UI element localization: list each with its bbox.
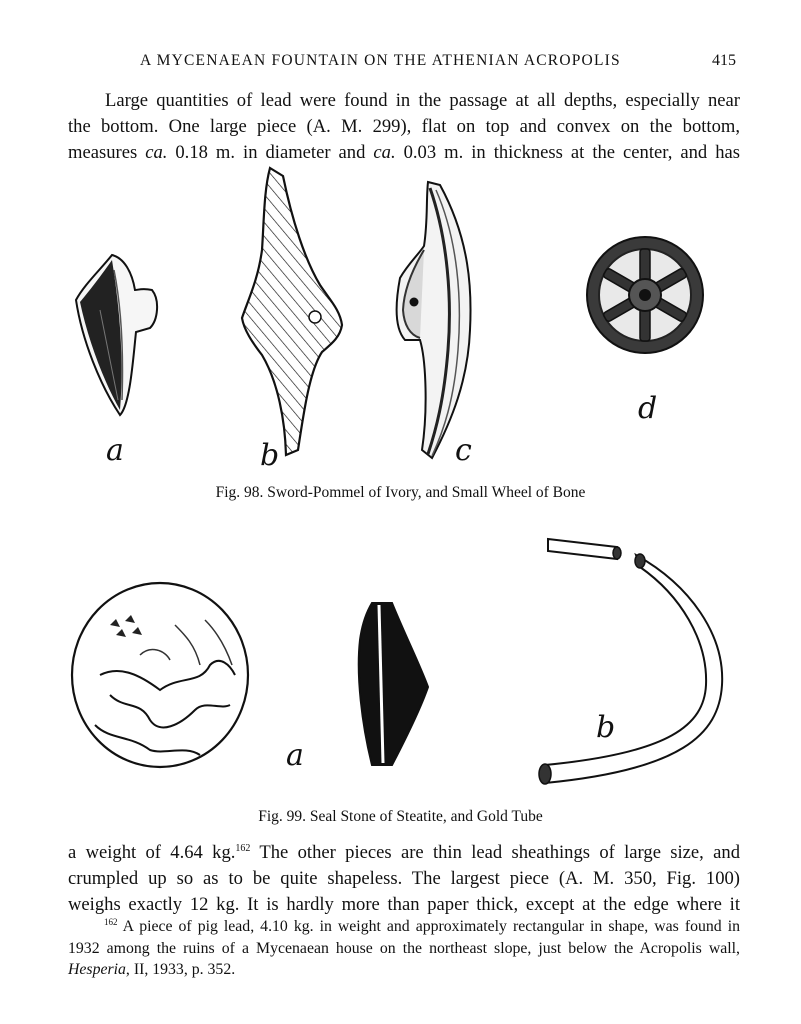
- seal-stone-face-drawing: [72, 583, 248, 767]
- figure-98-caption: Fig. 98. Sword-Pommel of Ivory, and Small Wheel of Bone: [215, 484, 586, 501]
- figure-99-illustration: [0, 525, 801, 805]
- paragraph-line: crumpled up so as to be quite shapeless. The largest piece (A. M. 350, Fig. 100): [68, 868, 740, 889]
- footnote-number: 162: [104, 917, 118, 927]
- figure-98-label-d: d: [638, 391, 658, 426]
- sword-pommel-b-drawing: [242, 168, 342, 455]
- small-wheel-d-drawing: [587, 237, 703, 353]
- footnote-reference[interactable]: 162: [235, 843, 251, 854]
- footnote-162: [68, 916, 740, 981]
- figure-98-label-c: c: [455, 433, 472, 468]
- paragraph-line: a weight of 4.64 kg.$^{162}$ The other pieces are thin lead sheathings of large size, and: [68, 842, 740, 863]
- paragraph-lead-weight: [68, 840, 740, 918]
- paragraph-line: measures ca. 0.18 m. in diameter and ca. 0.03 m. in thickness at the center, and has: [68, 142, 740, 163]
- sword-pommel-a-drawing: [76, 255, 157, 415]
- figure-99-caption: Fig. 99. Seal Stone of Steatite, and Gold Tube: [258, 808, 543, 825]
- paragraph-lead-intro: [68, 88, 740, 166]
- footnote-line: $^{162}$ A piece of pig lead, 4.10 kg. in weight and approximately rectangular in shape, was found in: [104, 917, 740, 935]
- sword-pommel-c-drawing: [397, 182, 471, 458]
- paragraph-line: Large quantities of lead were found in the passage at all depths, especially near: [105, 90, 740, 111]
- journal-title: Hesperia: [68, 961, 126, 978]
- figure-98-illustration: [0, 160, 801, 480]
- running-head-title: A MYCENAEAN FOUNTAIN ON THE ATHENIAN ACROPOLIS: [140, 52, 621, 69]
- figure-98-label-a: a: [106, 433, 124, 468]
- running-head: [0, 50, 801, 74]
- footnote-line: Hesperia, II, 1933, p. 352.: [68, 961, 236, 978]
- paragraph-line: weighs exactly 12 kg. It is hardly more than paper thick, except at the edge where it: [68, 894, 740, 915]
- seal-stone-profile-drawing: [359, 603, 428, 765]
- figure-99-label-b: b: [596, 710, 616, 745]
- gold-tube-drawing: [539, 539, 722, 784]
- footnote-line: 1932 among the ruins of a Mycenaean house on the northeast slope, just below the Acropolis wall,: [68, 939, 740, 957]
- figure-99-label-a: a: [286, 738, 304, 773]
- figure-98-label-b: b: [260, 438, 280, 473]
- page-number: 415: [712, 52, 736, 69]
- paragraph-line: the bottom. One large piece (A. M. 299), flat on top and convex on the bottom,: [68, 116, 740, 137]
